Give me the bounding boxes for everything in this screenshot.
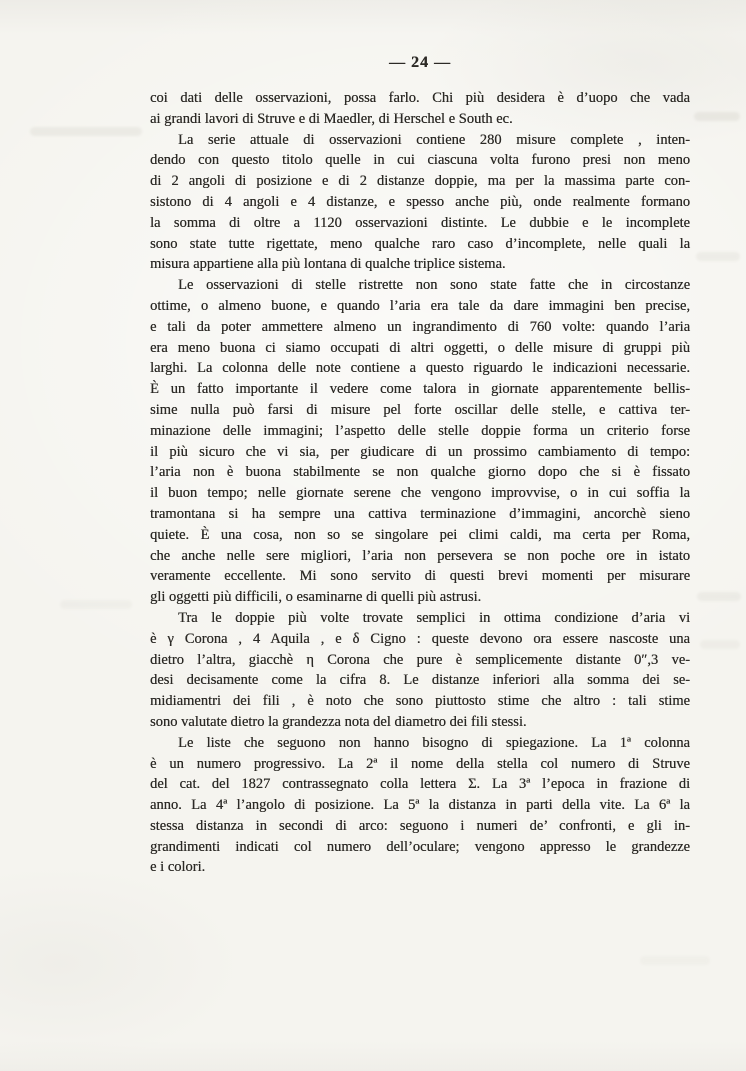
text-line: e tali da poter ammettere almeno un ingrandimento di 760 volte: quando l’aria (150, 318, 690, 335)
text-line: del cat. del 1827 contrassegnato colla lettera Σ. La 3ª l’epoca in frazione di (150, 776, 690, 793)
text-line: stessa distanza in secondi di arco: seguono i numeri de’ confronti, e gli in- (150, 817, 690, 834)
text-line: Le osservazioni di stelle ristrette non sono state fatte che in circostanze (178, 277, 690, 294)
text-line: coi dati delle osservazioni, possa farlo. Chi più desidera è d’uopo che vada (150, 90, 690, 106)
text-line: midiamentri dei fili , è noto che sono piuttosto stime che altro : tali stime (150, 693, 690, 710)
text-line: sime nulla può farsi di misure pel forte oscillar delle stelle, e cattiva ter- (150, 401, 690, 418)
bleed-through-artifact (640, 956, 710, 965)
text-line: veramente eccellente. Mi sono servito di questi brevi momenti per misurare (150, 568, 690, 585)
bleed-through-artifact (694, 112, 740, 121)
text-line: sono valutate dietro la grandezza nota del diametro dei fili stessi. (150, 713, 527, 730)
page-number: — 24 — (389, 54, 451, 71)
text-line: ai grandi lavori di Struve e di Maedler, di Herschel e South ec. (150, 110, 513, 127)
text-line: il più sicuro che vi sia, per giudicare di un prossimo cambiamento di tempo: (150, 443, 690, 460)
bleed-through-artifact (697, 592, 741, 601)
text-block (150, 88, 690, 878)
text-line: gli oggetti più difficili, o esaminarne di quelli più astrusi. (150, 589, 482, 606)
text-line: è γ Corona , 4 Aquila , e δ Cigno : queste devono ora essere nascoste una (150, 630, 690, 647)
text-line: È un fatto importante il vedere come talora in giornate apparentemente bellis- (150, 381, 690, 398)
text-line: grandimenti indicati col numero dell’oculare; vengono appresso le grandezze (150, 838, 690, 855)
text-line: è un numero progressivo. La 2ª il nome della stella col numero di Struve (150, 755, 690, 772)
bleed-through-artifact (60, 600, 132, 609)
text-line: minazione delle immagini; l’aspetto delle stelle doppie forma un criterio forse (150, 422, 690, 439)
text-line: sistono di 4 angoli e 4 distanze, e spesso anche più, onde realmente formano (150, 193, 690, 210)
text-line: che anche nelle sere migliori, l’aria non persevera se non poche ore in istato (150, 547, 690, 564)
text-line: misura appartiene alla più lontana di qualche triplice sistema. (150, 256, 506, 273)
text-line: sono state tutte rigettate, meno qualche raro caso d’incomplete, nelle quali la (150, 235, 690, 252)
bleed-through-artifact (696, 252, 740, 261)
text-line: Le liste che seguono non hanno bisogno di spiegazione. La 1ª colonna (178, 734, 690, 751)
text-line: il buon tempo; nelle giornate serene che vengono improvvise, o in cui soffia la (150, 485, 690, 502)
text-line: e i colori. (150, 859, 206, 876)
bleed-through-artifact (700, 640, 740, 649)
text-line: la somma di oltre a 1120 osservazioni distinte. Le dubbie e le incomplete (150, 214, 690, 231)
text-line: La serie attuale di osservazioni contiene 280 misure complete , inten- (178, 131, 690, 148)
bleed-through-artifact (30, 127, 142, 136)
text-line: Tra le doppie più volte trovate semplici in ottima condizione d’aria vi (178, 609, 690, 626)
text-line: dendo con questo titolo quelle in cui ciascuna volta furono presi non meno (150, 152, 690, 169)
text-line: ottime, o almeno buone, e quando l’aria era tale da dare immagini ben precise, (150, 297, 690, 314)
text-line: di 2 angoli di posizione e di 2 distanze doppie, ma per la massima parte con- (150, 173, 690, 190)
text-line: desi decisamente come la cifra 8. Le distanze inferiori alla somma dei se- (150, 672, 690, 689)
text-line: era meno buona ci siamo occupati di altri oggetti, o delle misure di gruppi più (150, 339, 690, 356)
text-line: dietro l’altra, giacchè η Corona che pure è semplicemente distante 0″,3 ve- (150, 651, 690, 668)
text-line: quiete. È una cosa, non so se singolare pei climi caldi, ma certa per Roma, (150, 526, 690, 543)
text-line: larghi. La colonna delle note contiene a questo riguardo le indicazioni necessarie. (150, 360, 690, 377)
text-line: anno. La 4ª l’angolo di posizione. La 5ª la distanza in parti della vite. La 6ª la (150, 797, 690, 814)
text-line: l’aria non è buona stabilmente se non qualche giorno dopo che si è fissato (150, 464, 690, 481)
text-line: tramontana si ha sempre una cattiva terminazione d’immagini, ancorchè sieno (150, 505, 690, 522)
